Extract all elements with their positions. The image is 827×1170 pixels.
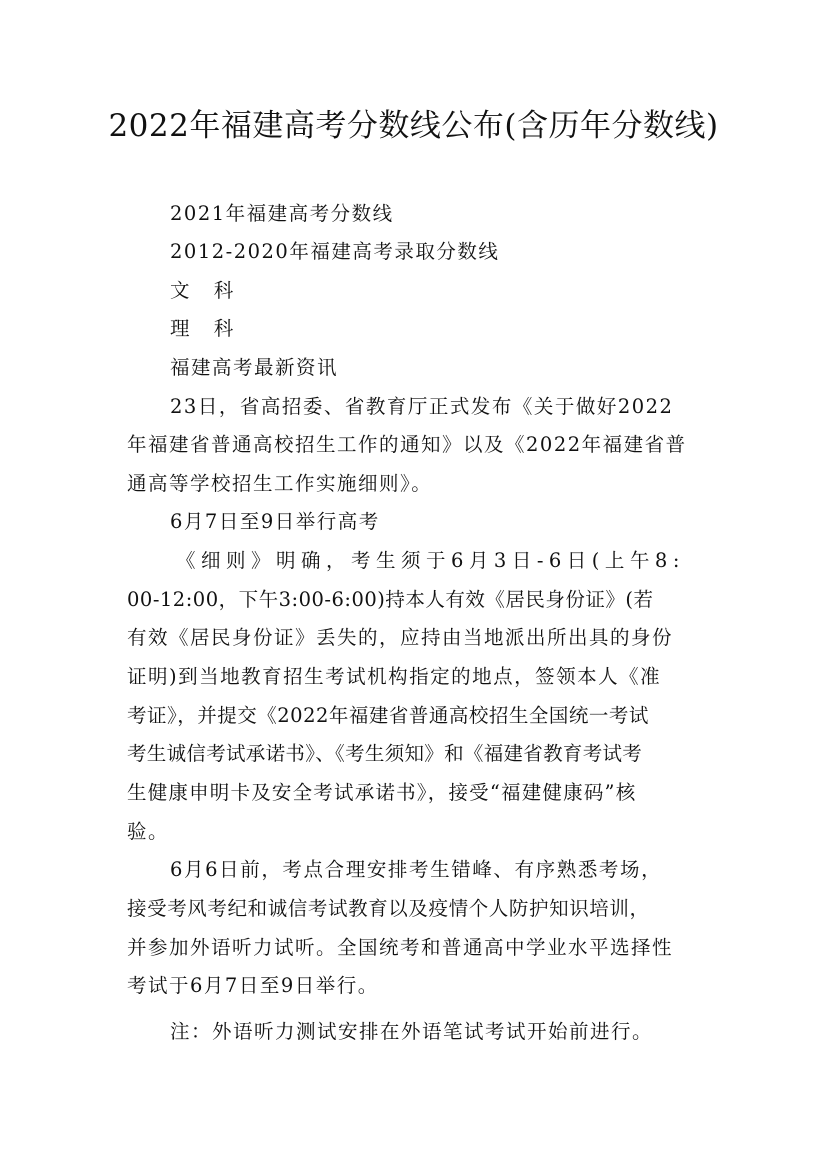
text-line: 23日，省高招委、省教育厅正式发布《关于做好2022 xyxy=(170,395,674,418)
text-line: 6月7日至9日举行高考 xyxy=(170,510,380,533)
text-line: 2012-2020年福建高考录取分数线 xyxy=(170,240,500,263)
text-line: 6月6日前，考点合理安排考生错峰、有序熟悉考场， xyxy=(170,858,663,881)
text-line: 00-12:00，下午3:00-6:00)持本人有效《居民身份证》(若 xyxy=(127,588,654,611)
text-line: 考试于6月7日至9日举行。 xyxy=(127,974,379,997)
text-line: 生健康申明卡及安全考试承诺书》，接受“福建健康码”核 xyxy=(127,781,637,804)
text-line: 验。 xyxy=(127,820,170,843)
text-line: 注：外语听力测试安排在外语笔试考试开始前进行。 xyxy=(170,1020,654,1043)
text-line: 通高等学校招生工作实施细则》。 xyxy=(127,472,433,495)
text-line: 年福建省普通高校招生工作的通知》以及《2022年福建省普 xyxy=(127,433,687,456)
document-title: 2022年福建高考分数线公布(含历年分数线) xyxy=(108,108,719,144)
text-line: 并参加外语听力试听。全国统考和普通高中学业水平选择性 xyxy=(127,936,674,959)
text-line: 考证》，并提交《2022年福建省普通高校招生全国统一考试 xyxy=(127,704,649,727)
text-line: 2021年福建高考分数线 xyxy=(170,202,394,225)
text-line: 《细则》明确，考生须于6月3日-6日(上午8: xyxy=(176,549,685,572)
text-line: 理 科 xyxy=(170,317,243,340)
text-line: 有效《居民身份证》丢失的，应持由当地派出所出具的身份 xyxy=(127,626,674,649)
text-line: 接受考风考纪和诚信考试教育以及疫情个人防护知识培训， xyxy=(127,897,650,920)
text-line: 福建高考最新资讯 xyxy=(170,356,339,379)
text-line: 证明)到当地教育招生考试机构指定的地点，签领本人《准 xyxy=(127,665,662,688)
text-line: 文 科 xyxy=(170,279,243,302)
text-line: 考生诚信考试承诺书》、《考生须知》和《福建省教育考试考 xyxy=(127,742,643,765)
